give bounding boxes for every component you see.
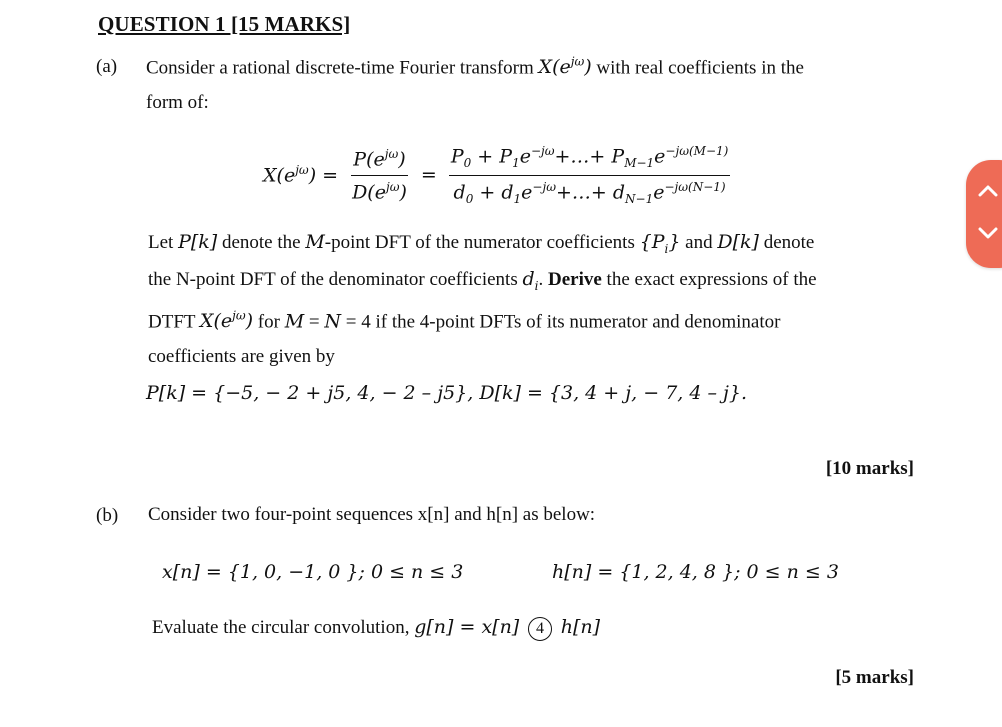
- circular-convolution-line: [152, 617, 600, 641]
- fraction2-numerator: $P_0$ + $P_1e^{-j\omega}+\dots+ P_{M-1}e^{-j\omega(M-1)}$: [449, 144, 731, 175]
- part-a-marks: [10 marks]: [825, 458, 914, 479]
- chevron-up-icon[interactable]: [966, 170, 1002, 212]
- part-a-body-line4: coefficients are given by: [148, 346, 335, 367]
- part-a-body-line1: Let P[k] denote the M-point DFT of the numerator coefficients $\{P_i\}$ and D[k] denote: [148, 231, 815, 256]
- dft-values: P[k] = {−5, − 2 + j5, 4, − 2 – j5}, D[k] = {3, 4 + j, − 7, 4 – j}.: [146, 382, 748, 404]
- equation-fraction-2: [449, 144, 731, 205]
- intro-text-after-math: with real coefficients in the: [591, 57, 804, 79]
- part-a-intro-line2: form of:: [146, 92, 209, 113]
- part-a-body-line2: the N-point DFT of the denominator coefficients $d_i$. Derive the exact expressions of the: [148, 268, 817, 293]
- part-a-label: (a): [96, 56, 118, 77]
- main-equation: [263, 145, 730, 205]
- x-sequence: x[n] = {1, 0, −1, 0 }; 0 ≤ n ≤ 3: [162, 561, 464, 583]
- convolution-left: g[n] = x[n]: [414, 616, 520, 638]
- xejw-math: $X(e^{j\omega})$: [538, 55, 592, 79]
- fraction1-numerator: $P(e^{j\omega})$: [351, 147, 407, 175]
- chevron-down-icon[interactable]: [966, 212, 1002, 254]
- h-sequence: h[n] = {1, 2, 4, 8 }; 0 ≤ n ≤ 3: [552, 561, 839, 583]
- equation-lhs: $X(e^{j\omega})$ =: [263, 163, 339, 187]
- equation-fraction-1: [350, 147, 409, 203]
- convolution-right: h[n]: [560, 616, 601, 638]
- fraction2-denominator: $d_0$ + $d_1e^{-j\omega}+\dots+ d_{N-1}e^{-j\omega(N-1)}$: [453, 179, 726, 206]
- intro-text-before-math: Consider a rational discrete-time Fourier transform: [146, 57, 539, 79]
- part-b-label: (b): [96, 505, 119, 526]
- question-title: QUESTION 1 [15 MARKS]: [98, 12, 351, 36]
- part-b-marks: [5 marks]: [835, 667, 914, 688]
- circled-four-icon: 4: [528, 617, 552, 641]
- part-a-body-line3: DTFT $X(e^{j\omega})$ for M = N = 4 if the 4-point DFTs of its numerator and denominator: [148, 309, 781, 333]
- fraction1-denominator: $D(e^{j\omega})$: [352, 179, 407, 203]
- part-a-intro-line1: [146, 56, 804, 77]
- page-navigation-widget[interactable]: [966, 160, 1002, 268]
- part-b-intro: Consider two four-point sequences x[n] and h[n] as below:: [148, 504, 596, 525]
- equation-equals: =: [420, 164, 437, 186]
- convolution-prefix: Evaluate the circular convolution,: [152, 617, 410, 638]
